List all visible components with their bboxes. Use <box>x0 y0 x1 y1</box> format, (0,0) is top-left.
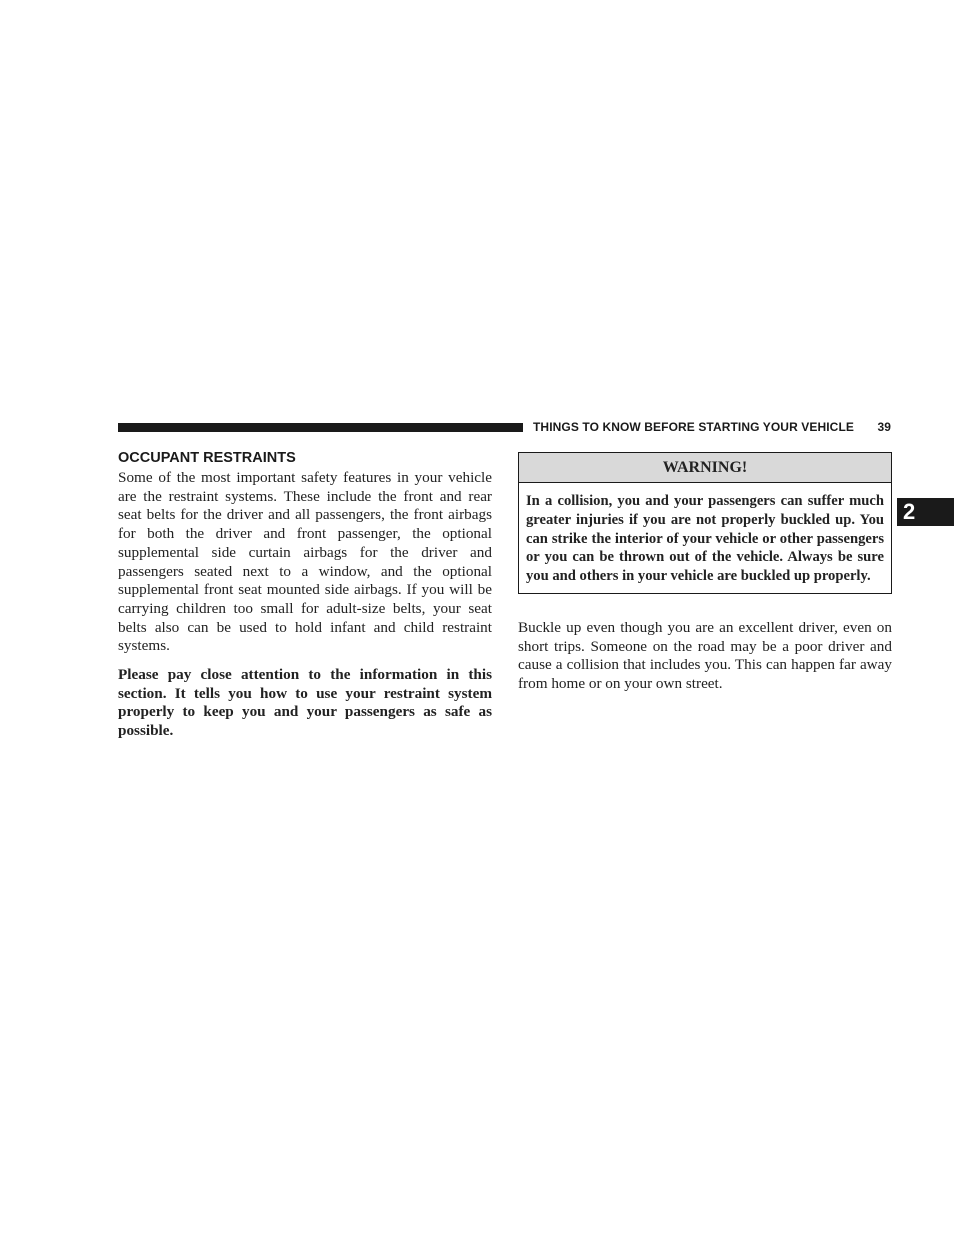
intro-paragraph: Some of the most important safety features in your vehicle are the restraint systems. These include the front and rear seat belts for the driver and all passengers, the front airbags for both the driver and front passenger, the optional supplemental side curtain airbags for the driver and passengers seated next to a window, and the optional supplemental front seat mounted side airbags. If you will be carrying children too small for adult-size belts, your seat belts also can be used to hold infant and child restraint systems. <box>118 469 492 655</box>
right-column <box>518 452 892 694</box>
left-column <box>118 449 492 741</box>
header-title: THINGS TO KNOW BEFORE STARTING YOUR VEHICLE <box>533 420 854 434</box>
chapter-number: 2 <box>903 499 916 524</box>
chapter-tab <box>897 498 954 526</box>
section-heading: OCCUPANT RESTRAINTS <box>118 450 296 466</box>
warning-title: WARNING! <box>519 453 891 483</box>
buckle-up-paragraph: Buckle up even though you are an excellent driver, even on short trips. Someone on the road may be a poor driver and cause a collision that includes you. This can happen far away from home or on your own street. <box>518 618 892 693</box>
page-number: 39 <box>877 420 891 434</box>
running-header <box>533 420 891 434</box>
warning-text: In a collision, you and your passengers can suffer much greater injuries if you are not properly buckled up. You can strike the interior of your vehicle or other passengers or you can be thrown out of the vehicle. Always be sure you and others in your vehicle are buckled up properly. <box>526 493 884 585</box>
attention-paragraph: Please pay close attention to the information in this section. It tells you how to use your restraint system properly to keep you and your passengers as safe as possible. <box>118 666 492 740</box>
warning-box <box>518 452 892 594</box>
header-rule <box>118 423 523 432</box>
